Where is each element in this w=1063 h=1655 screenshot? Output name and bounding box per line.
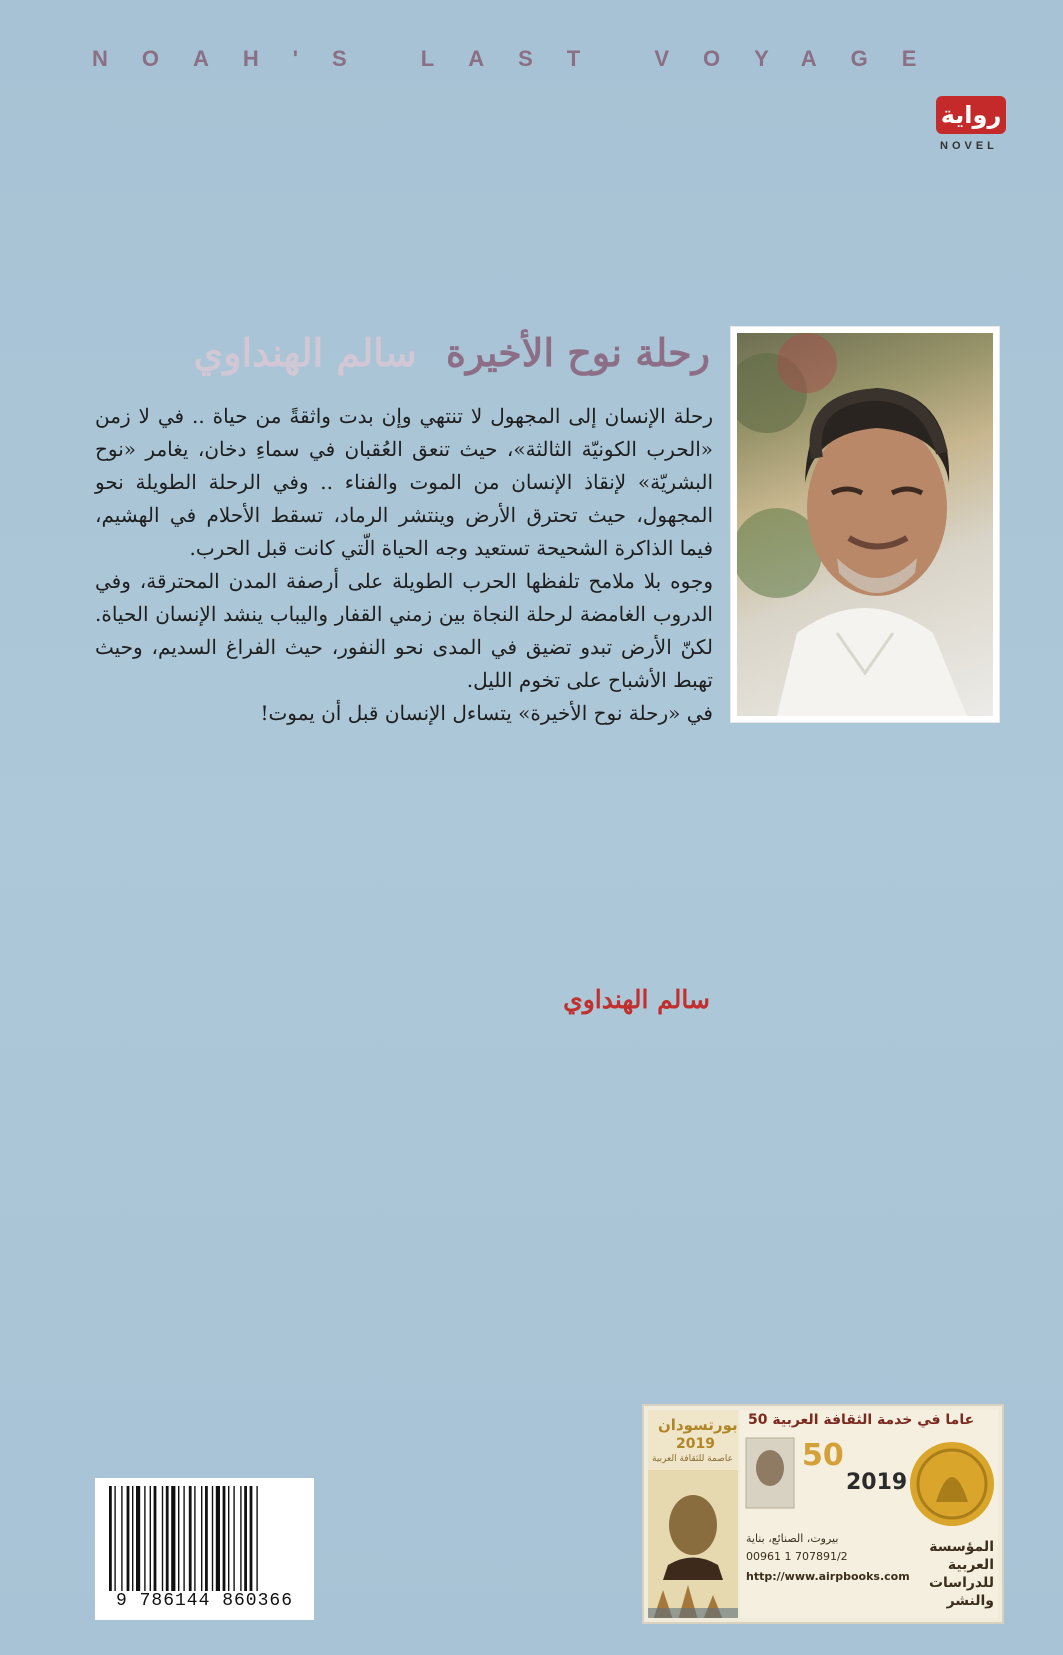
- stamp-left-portrait-icon: [648, 1470, 738, 1618]
- author-photo: [731, 327, 999, 722]
- book-author: سالم الهنداوي: [193, 330, 417, 375]
- stamp-right-city: بيروت، الصنائع، بناية: [746, 1532, 839, 1545]
- stamp-right-badge: 50: [802, 1438, 844, 1473]
- logo-mark: رواية: [936, 96, 1006, 134]
- blurb-paragraph: وجوه بلا ملامح تلفظها الحرب الطويلة على أرصفة المدن المحترقة، وفي الدروب الغامضة لرحلة النجاة بين زمني القفار واليباب ينشد الإنسان الحياة. لكنّ الأرض تبدو تضيق في المدى نحو النفور، حيث الفراغ السديم، وحيث تهبط الأشباح على تخوم الليل.: [95, 569, 713, 692]
- author-photo-image: [737, 333, 993, 716]
- stamp-right-publisher: المؤسسة العربية للدراسات والنشر: [928, 1539, 994, 1609]
- barcode-icon: [107, 1486, 302, 1591]
- stamp-anniversary: [740, 1410, 998, 1618]
- stamp-left-title: بورتسودان: [658, 1416, 738, 1434]
- stamp-left-year: 2019: [676, 1436, 715, 1452]
- blurb-text: [95, 400, 713, 730]
- author-signature: سالم الهنداوي: [563, 985, 710, 1014]
- novel-logo: [928, 96, 1008, 158]
- book-title: رحلة نوح الأخيرة: [445, 330, 710, 375]
- blurb-paragraph: في «رحلة نوح الأخيرة» يتساءل الإنسان قبل أن يموت!: [260, 701, 713, 725]
- book-headline: [90, 330, 710, 390]
- isbn-barcode: [95, 1478, 314, 1620]
- blurb-paragraph: رحلة الإنسان إلى المجهول لا تنتهي وإن بدت واثقةً من حياة .. في لا زمن «الحرب الكونيّة الثالثة»، حيث تنعق العُقبان في سماءِ دخان، يغامر «نوح البشريّة» لإنقاذ الإنسان من الموت والفناء .. وفي الرحلة الطويلة نحو المجهول، حيث تحترق الأرض وينتشر الرماد، تسقط الأحلام في الهشيم، فيما الذاكرة الشحيحة تستعيد وجه الحياة الّتي كانت قبل الحرب.: [95, 404, 713, 560]
- stamp-port-sudan: [648, 1410, 738, 1618]
- stamp-right-header: 50 عاما في خدمة الثقافة العربية: [748, 1412, 975, 1428]
- publisher-stamps: [644, 1406, 1002, 1622]
- series-title: NOAH'S LAST VOYAGE: [92, 46, 951, 71]
- stamp-right-url: http://www.airpbooks.com: [746, 1570, 910, 1583]
- stamp-right-year: 2019: [846, 1470, 908, 1495]
- stamp-left-sub: عاصمة للثقافة العربية: [652, 1454, 733, 1464]
- logo-caption: NOVEL: [940, 140, 998, 152]
- isbn-number: 9 786144 860366: [115, 1591, 294, 1611]
- author-portrait-icon: [737, 333, 993, 716]
- stamp-right-phone: 00961 1 707891/2: [746, 1550, 848, 1563]
